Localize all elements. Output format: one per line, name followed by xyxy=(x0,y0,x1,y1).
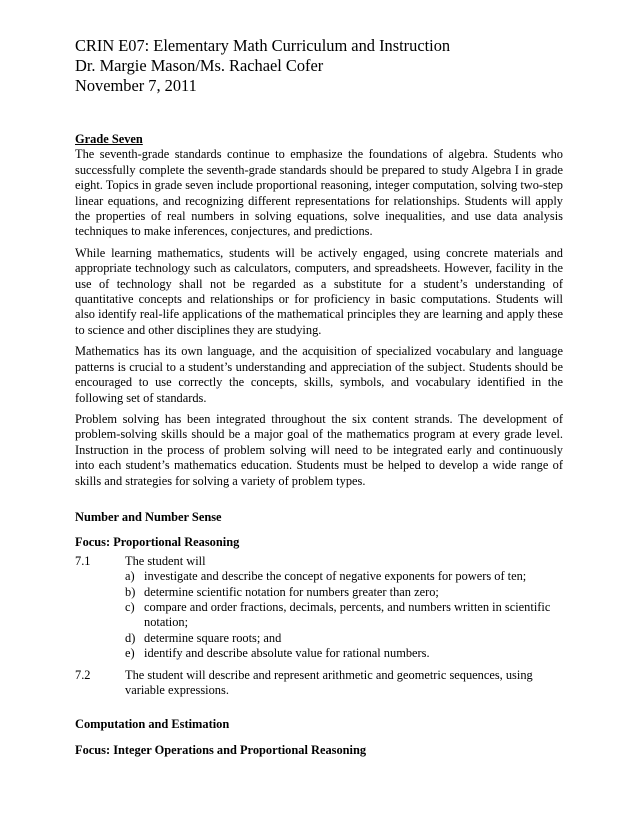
computation-focus: Focus: Integer Operations and Proportional Reasoning xyxy=(75,742,367,757)
document-header xyxy=(75,36,563,96)
item-letter: a) xyxy=(125,569,135,584)
list-item xyxy=(125,631,563,646)
standard-sub-list xyxy=(125,569,563,661)
item-letter: b) xyxy=(125,584,136,599)
standard-number: 7.1 xyxy=(75,553,91,568)
course-title: CRIN E07: Elementary Math Curriculum and Instruction xyxy=(75,36,451,55)
standard-body: The student will describe and represent arithmetic and geometric sequences, using variable expressions. xyxy=(125,667,533,697)
item-letter: e) xyxy=(125,646,135,661)
item-text: determine scientific notation for numbers greater than zero; xyxy=(144,584,439,599)
paragraph-technology: While learning mathematics, students will be actively engaged, using concrete materials and appropriate technology such as calculators, computers, and spreadsheets. However, facility in the use of technology shall not be regarded as a substitute for a student’s understanding of quantitative concepts and relationships or for proficiency in basic computations. Students will also identify real-life applications of the mathematical principles they are learning and apply these to science and other disciplines they are studying. xyxy=(75,245,563,337)
item-text: identify and describe absolute value for rational numbers. xyxy=(144,646,430,661)
number-sense-focus: Focus: Proportional Reasoning xyxy=(75,535,240,550)
standard-number: 7.2 xyxy=(75,667,91,682)
paragraph-language: Mathematics has its own language, and the acquisition of specialized vocabulary and language patterns is crucial to a student’s understanding and appreciation of the subject. Students should be encouraged to use correctly the concepts, skills, symbols, and vocabulary identified in the following set of standards. xyxy=(75,344,563,405)
document-date: November 7, 2011 xyxy=(75,76,197,95)
standard-7-2 xyxy=(75,668,563,699)
item-letter: d) xyxy=(125,630,136,645)
list-item xyxy=(125,569,563,584)
standard-7-1 xyxy=(75,554,563,662)
number-sense-heading: Number and Number Sense xyxy=(75,509,222,524)
grade-seven-heading: Grade Seven xyxy=(75,132,143,146)
item-text: determine square roots; and xyxy=(144,630,282,645)
list-item xyxy=(125,600,563,631)
item-text: compare and order fractions, decimals, percents, and numbers written in scientific notation; xyxy=(144,599,551,630)
item-letter: c) xyxy=(125,599,135,614)
instructors: Dr. Margie Mason/Ms. Rachael Cofer xyxy=(75,56,324,75)
standard-body xyxy=(125,554,563,662)
list-item xyxy=(125,646,563,661)
paragraph-problem-solving: Problem solving has been integrated throughout the six content strands. The development of problem-solving skills should be a major goal of the mathematics program at every grade level. Instruction in the process of problem solving will need to be integrated early and continuously into each student’s mathematics education. Students must be helped to develop a wide range of skills and strategies for solving a variety of problem types. xyxy=(75,411,563,488)
item-text: investigate and describe the concept of negative exponents for powers of ten; xyxy=(144,569,527,584)
computation-heading: Computation and Estimation xyxy=(75,717,230,732)
standard-intro: The student will xyxy=(125,553,206,568)
document-page xyxy=(75,36,563,761)
list-item xyxy=(125,585,563,600)
paragraph-overview: The seventh-grade standards continue to emphasize the foundations of algebra. Students who successfully complete the seventh-grade standards should be prepared to study Algebra I in grade eight. Topics in grade seven include proportional reasoning, integer computation, solving two-step linear equations, and recognizing different representations for relationships. Students will apply the properties of real numbers in solving equations, solve inequalities, and use data analysis techniques to make inferences, conjectures, and predictions. xyxy=(75,147,563,239)
